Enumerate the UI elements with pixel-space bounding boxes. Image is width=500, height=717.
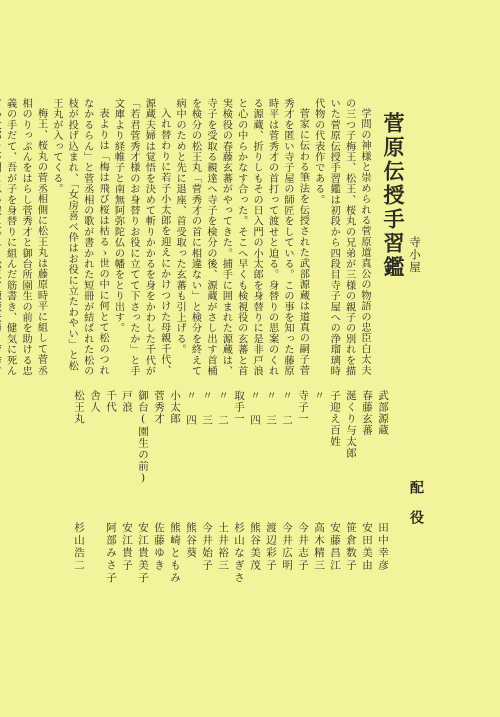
cast-actor: 熊谷葵 bbox=[185, 522, 197, 560]
cast-actor: 今井広明 bbox=[281, 522, 293, 572]
cast-role: 春藤玄蕃 bbox=[361, 390, 373, 436]
cast-role: 取手一 bbox=[233, 390, 245, 425]
cast-actor: 今井志子 bbox=[297, 522, 309, 572]
cast-actor: 安田美由 bbox=[361, 522, 373, 572]
cast-actor: 阿部みさ子 bbox=[105, 522, 117, 585]
cast-actor: 安藤昌江 bbox=[329, 522, 341, 572]
cast-role: 菅秀才 bbox=[153, 390, 165, 425]
cast-actor: 高木精三 bbox=[313, 522, 325, 572]
cast-actor: 安江貴美子 bbox=[137, 522, 149, 585]
cast-role: 〃 三 bbox=[201, 390, 213, 426]
cast-actor: 安江貴子 bbox=[121, 522, 133, 572]
synopsis-paragraph: 梅王、桜丸の菅丞相側に松王丸は藤原時平に組して菅丞相のりっぷんをはらし菅秀才と御台所園生の前を助ける忠義の手だて、吾が子を身替りに組んだ筋書き、健気に死ん bbox=[4, 98, 47, 377]
cast-actor: 田中幸彦 bbox=[377, 522, 389, 572]
cast-role: 〃 四 bbox=[249, 390, 261, 426]
cast-role: 松王丸 bbox=[73, 390, 85, 425]
play-title: 菅原伝授手習鑑 bbox=[381, 112, 406, 280]
cast-actor: 杉山なぎさ bbox=[233, 522, 245, 585]
cast-role: 千代 bbox=[105, 390, 117, 413]
synopsis-paragraph: 入れ替わりに若子小太郎を迎えにかけつけた母親千代、源蔵夫婦は覚悟を決めて斬りかかるを身をかわした千代が「若君菅秀才様のお身替りお役に立てて下さったか」と手文庫より経帷子と南無阿弥陀仏の幡をとり出す。 bbox=[112, 98, 170, 377]
cast-role: 〃 二 bbox=[217, 390, 229, 426]
synopsis-paragraph: 表よりは「梅は飛び桜は枯るゝ世の中に何とて松のつれなかるらん」と菅丞相の歌が書かれた短冊が結ばれた松の枝が投げ込まれ、「女房喜べ伜はお役に立たわやい」と松王丸が入ってくる。 bbox=[50, 98, 109, 377]
synopsis-text bbox=[4, 98, 372, 380]
cast-list bbox=[68, 390, 388, 680]
cast-actor: 杉山浩二 bbox=[73, 522, 85, 572]
cast-actor: 渡辺彩子 bbox=[265, 522, 277, 572]
synopsis-paragraph: 学問の神様と崇められる菅原道真公の物語の忠臣白太夫の三つ子梅王、松王、桜丸の兄弟が三様の親子の別れを描いた菅原伝授手習鑑は初段から四段目寺子屋への浄瑠璃時代物の代表作である。 bbox=[312, 98, 370, 377]
cast-actor: 佐藤ゆき bbox=[153, 522, 165, 572]
cast-role: 舎人 bbox=[89, 390, 101, 413]
cast-role: 小太郎 bbox=[169, 390, 181, 425]
cast-role: 子迎え百姓 bbox=[329, 390, 341, 448]
cast-actor: 熊谷美茂 bbox=[249, 522, 261, 572]
cast-role: 涎くり与太郎 bbox=[345, 390, 357, 459]
cast-role: 戸浪 bbox=[121, 390, 133, 413]
cast-role: 武部源蔵 bbox=[377, 390, 389, 436]
cast-actor: 土井裕三 bbox=[217, 522, 229, 572]
cast-actor: 熊崎ともみ bbox=[169, 522, 181, 585]
cast-role: 〃 三 bbox=[265, 390, 277, 426]
cast-role: 〃 bbox=[313, 390, 325, 402]
cast-heading: 配役 bbox=[408, 480, 424, 540]
cast-actor: 笹倉数子 bbox=[345, 522, 357, 572]
cast-role: 〃 四 bbox=[185, 390, 197, 426]
cast-role: 寺子一 bbox=[297, 390, 309, 425]
cast-actor: 今井始子 bbox=[201, 522, 213, 572]
synopsis-paragraph: 菅家に伝わる筆法を伝授された武部源蔵は道真の嗣子菅秀才を匿い寺子屋の師匠をしている。この事を知った藤原時平は菅秀才の首打って渡せと迫る。身替りの思案のくれる源蔵、折りしもその日入門の小太郎を身替りに是非戸浪と心の中らかなす合った。そこへ早くも検視役の玄蕃と首実検役の春藤玄蕃がやってきた。捕手に囲まれた源蔵は、寺子を受取る親達へ寺子を検分の後、源蔵がさし出す首桶を検分の松王丸「菅秀才の首に相違ない」と検分を終えて病中のためと先に退座、首受取った玄蕃も引上げる。 bbox=[174, 98, 309, 377]
cast-role: 〃 二 bbox=[281, 390, 293, 426]
cast-role: 御台(園生の前) bbox=[137, 390, 149, 485]
act-subtitle: 寺小屋 bbox=[408, 236, 422, 274]
